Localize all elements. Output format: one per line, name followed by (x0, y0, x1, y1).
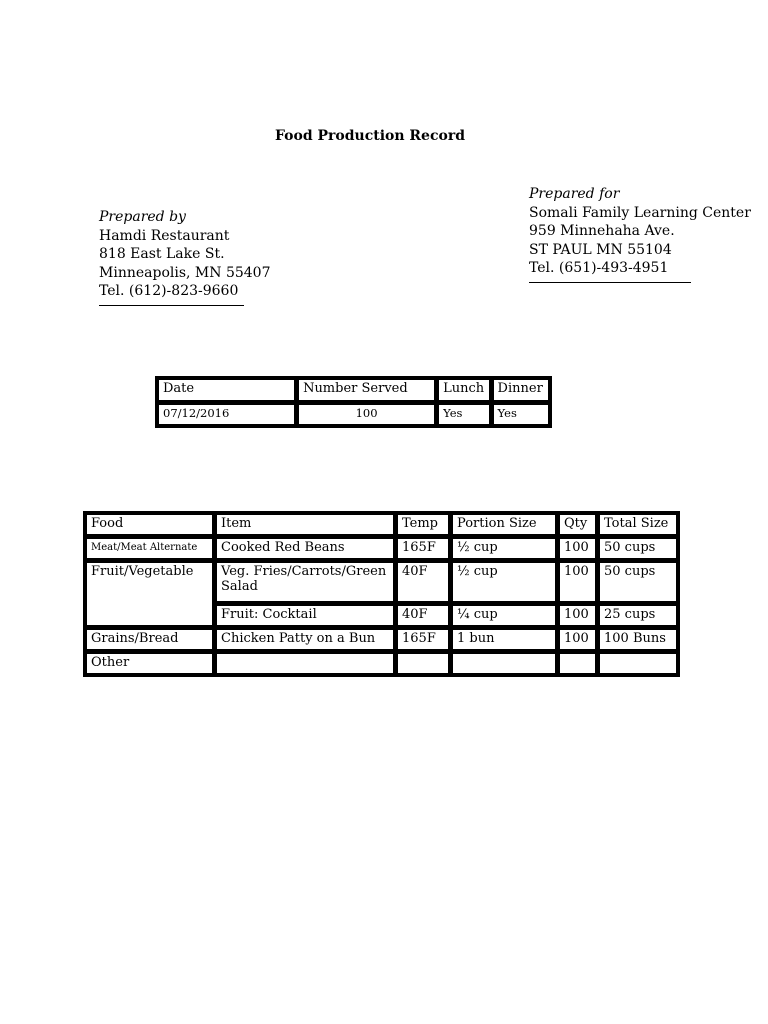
cell-qty: 100 (559, 605, 596, 626)
prepared-for-name: Somali Family Learning Center (529, 204, 751, 221)
header-date: Date (158, 379, 295, 401)
cell-total: 50 cups (599, 562, 677, 602)
cell-portion: 1 bun (452, 629, 556, 650)
cell-item: Chicken Patty on a Bun (216, 629, 394, 650)
cell-temp: 165F (397, 538, 449, 559)
food-table (83, 511, 680, 677)
prepared-by-name: Hamdi Restaurant (99, 227, 230, 244)
served-table (155, 376, 552, 428)
prepared-for-label: Prepared for (529, 186, 620, 202)
cell-portion: ¼ cup (452, 605, 556, 626)
cell-qty: 100 (559, 538, 596, 559)
cell-total: 50 cups (599, 538, 677, 559)
prepared-for-city: ST PAUL MN 55104 (529, 241, 672, 258)
cell-total: 25 cups (599, 605, 677, 626)
cell-temp: 165F (397, 629, 449, 650)
header-portion-size: Portion Size (452, 514, 556, 535)
header-food: Food (86, 514, 213, 535)
table-row (86, 562, 677, 602)
cell-total: 100 Buns (599, 629, 677, 650)
cell-food: Fruit/Vegetable (86, 562, 213, 626)
cell-total-empty (599, 653, 677, 674)
cell-food: Grains/Bread (86, 629, 213, 650)
prepared-for-street: 959 Minnehaha Ave. (529, 223, 675, 239)
cell-lunch: Yes (438, 404, 489, 425)
table-header-row (158, 379, 549, 401)
header-dinner: Dinner (493, 379, 549, 401)
document-title: Food Production Record (275, 128, 465, 144)
cell-portion: ½ cup (452, 562, 556, 602)
cell-item: Veg. Fries/Carrots/Green Salad (216, 562, 394, 602)
header-total-size: Total Size (599, 514, 677, 535)
header-qty: Qty (559, 514, 596, 535)
prepared-for-block (529, 185, 751, 283)
prepared-for-signature-line (529, 282, 691, 283)
prepared-by-block (99, 208, 270, 306)
cell-dinner: Yes (493, 404, 549, 425)
header-temp: Temp (397, 514, 449, 535)
cell-portion-empty (452, 653, 556, 674)
prepared-for-phone: Tel. (651)-493-4951 (529, 260, 669, 276)
table-row (86, 538, 677, 559)
cell-date: 07/12/2016 (158, 404, 295, 425)
cell-item: Cooked Red Beans (216, 538, 394, 559)
cell-temp: 40F (397, 605, 449, 626)
cell-qty: 100 (559, 562, 596, 602)
header-item: Item (216, 514, 394, 535)
cell-item: Fruit: Cocktail (216, 605, 394, 626)
prepared-by-phone: Tel. (612)-823-9660 (99, 283, 239, 299)
cell-food: Meat/Meat Alternate (86, 538, 213, 559)
table-row (86, 629, 677, 650)
header-number-served: Number Served (298, 379, 435, 401)
prepared-by-signature-line (99, 305, 244, 306)
table-header-row (86, 514, 677, 535)
cell-qty-empty (559, 653, 596, 674)
prepared-by-city: Minneapolis, MN 55407 (99, 264, 271, 281)
table-row (158, 404, 549, 425)
cell-qty: 100 (559, 629, 596, 650)
cell-temp: 40F (397, 562, 449, 602)
table-row (86, 653, 677, 674)
cell-item-empty (216, 653, 394, 674)
cell-temp-empty (397, 653, 449, 674)
prepared-by-street: 818 East Lake St. (99, 246, 225, 262)
cell-portion: ½ cup (452, 538, 556, 559)
cell-number-served: 100 (298, 404, 435, 425)
header-lunch: Lunch (438, 379, 489, 401)
prepared-by-label: Prepared by (99, 209, 186, 225)
cell-food: Other (86, 653, 213, 674)
